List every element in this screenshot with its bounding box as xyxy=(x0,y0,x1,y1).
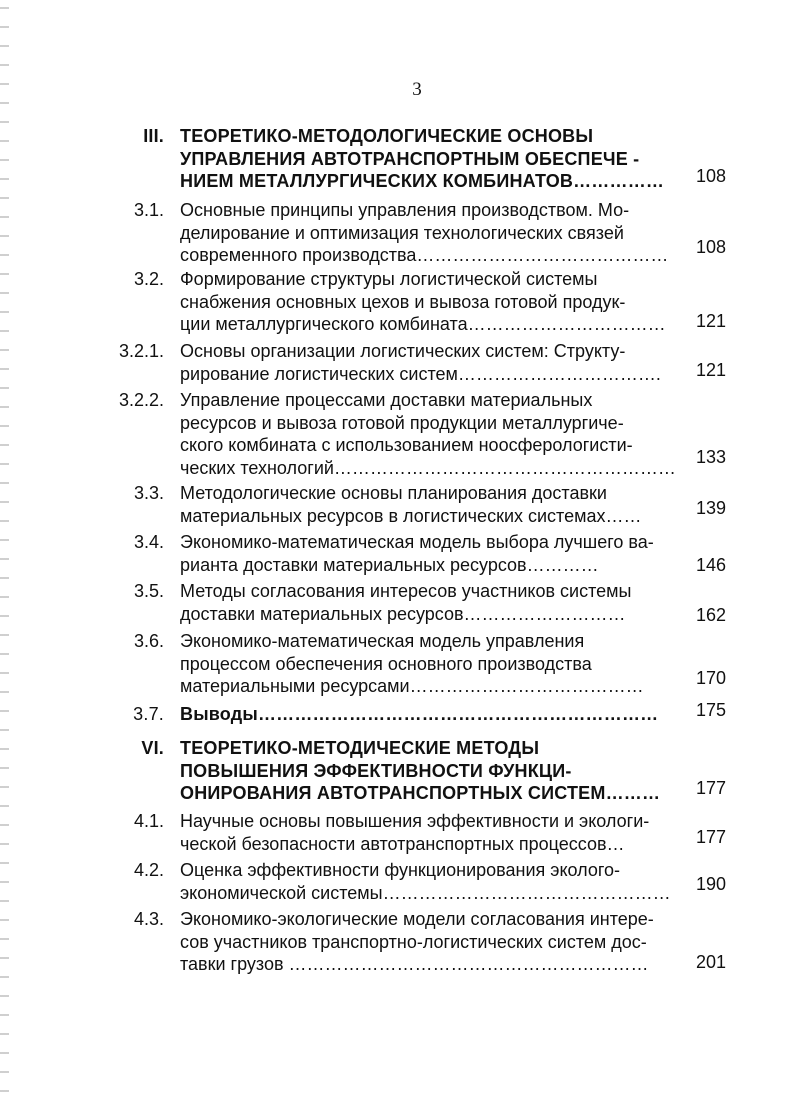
page-number: 3 xyxy=(412,79,422,100)
toc-entry-page: 170 xyxy=(695,668,726,688)
toc-entry-line: Экономико-экологические модели согласования интере- xyxy=(180,909,654,929)
toc-entry-page: 139 xyxy=(695,498,726,518)
toc-entry-title xyxy=(180,737,672,805)
toc-entry-page: 201 xyxy=(695,952,726,972)
toc-entry-line: экономической системы………………………………………… xyxy=(180,882,671,903)
toc-entry-title xyxy=(180,630,672,698)
toc-entry-page: 177 xyxy=(695,778,726,798)
toc-entry-number: 3.1. xyxy=(133,200,164,220)
toc-entry-title xyxy=(180,531,672,576)
toc-entry-number: 3.2.1. xyxy=(118,341,164,361)
toc-entry-line: ТЕОРЕТИКО-МЕТОДОЛОГИЧЕСКИЕ ОСНОВЫ xyxy=(180,126,594,146)
toc-entry-line: ОНИРОВАНИЯ АВТОТРАНСПОРТНЫХ СИСТЕМ……… xyxy=(180,783,661,803)
toc-entry-number: 3.3. xyxy=(133,483,164,503)
toc-entry-page: 133 xyxy=(695,447,726,467)
toc-entry-line: Основные принципы управления производством. Мо- xyxy=(180,200,630,220)
toc-entry-number: 4.2. xyxy=(133,860,164,880)
toc-entry-title xyxy=(180,810,672,855)
toc-entry-line: Научные основы повышения эффективности и экологи- xyxy=(180,811,650,831)
toc-entry-title xyxy=(180,908,672,976)
toc-entry-page: 146 xyxy=(695,555,726,575)
toc-entry-page: 175 xyxy=(695,700,726,720)
toc-entry-line: доставки материальных ресурсов……………………… xyxy=(180,603,626,624)
toc-entry-number: 3.5. xyxy=(133,581,164,601)
toc-entry-line: УПРАВЛЕНИЯ АВТОТРАНСПОРТНЫМ ОБЕСПЕЧЕ - xyxy=(180,148,640,169)
toc-entry-number: 4.1. xyxy=(133,811,164,831)
toc-entry-line: Управление процессами доставки материальных xyxy=(180,390,593,410)
toc-entry-line: Методологические основы планирования доставки xyxy=(180,483,607,503)
toc-entry-line: рианта доставки материальных ресурсов………… xyxy=(180,554,599,575)
toc-entry-page: 108 xyxy=(695,237,726,257)
toc-entry-line: сов участников транспортно-логистических систем дос- xyxy=(180,931,647,952)
toc-entry-number: 3.7. xyxy=(133,704,164,724)
toc-entry-line: Методы согласования интересов участников системы xyxy=(180,581,632,601)
toc-entry-title xyxy=(180,580,672,625)
toc-entry-title xyxy=(180,859,672,904)
toc-entry-line: ческих технологий………………………………………………… xyxy=(180,457,676,478)
toc-entry-line: ции металлургического комбината…………………………… xyxy=(180,314,666,334)
toc-entry-line: тавки грузов …………………………………………………… xyxy=(180,954,649,974)
toc-entry-number: 4.3. xyxy=(133,909,164,929)
toc-entry-line: ТЕОРЕТИКО-МЕТОДИЧЕСКИЕ МЕТОДЫ xyxy=(180,738,540,758)
toc-entry-title xyxy=(180,482,672,527)
scan-edge xyxy=(0,0,9,1094)
toc-entry-line: материальных ресурсов в логистических системах…… xyxy=(180,505,642,526)
toc-entry-number: VI. xyxy=(141,738,164,758)
toc-entry-title xyxy=(180,125,672,193)
toc-entry-number: III. xyxy=(143,126,164,146)
toc-entry-title xyxy=(180,268,672,336)
toc-entry-number: 3.2. xyxy=(133,269,164,289)
toc-entry-title xyxy=(180,703,672,726)
toc-entry-line: Основы организации логистических систем: Структу- xyxy=(180,341,626,361)
toc-entry-line: ческой безопасности автотранспортных процессов… xyxy=(180,833,625,854)
toc-entry-line: рирование логистических систем……………………………. xyxy=(180,363,661,384)
toc-entry-line: Экономико-математическая модель выбора лучшего ва- xyxy=(180,532,654,552)
toc-entry-number: 3.4. xyxy=(133,532,164,552)
toc-entry-line: процессом обеспечения основного производства xyxy=(180,653,592,674)
toc-entry-page: 108 xyxy=(695,166,726,186)
toc-entry-line: Выводы………………………………………………………… xyxy=(180,704,659,724)
toc-entry-title xyxy=(180,199,672,267)
toc-entry-number: 3.6. xyxy=(133,631,164,651)
toc-entry-line: ресурсов и вывоза готовой продукции металлургиче- xyxy=(180,412,624,433)
toc-entry-title xyxy=(180,389,676,479)
toc-entry-line: снабжения основных цехов и вывоза готовой продук- xyxy=(180,291,626,312)
toc-entry-page: 190 xyxy=(695,874,726,894)
toc-entry-line: ПОВЫШЕНИЯ ЭФФЕКТИВНОСТИ ФУНКЦИ- xyxy=(180,760,572,781)
toc-entry-number: 3.2.2. xyxy=(118,390,164,410)
toc-entry-page: 162 xyxy=(695,605,726,625)
toc-entry-page: 121 xyxy=(695,311,726,331)
toc-entry-page: 177 xyxy=(695,827,726,847)
toc-entry-line: Экономико-математическая модель управления xyxy=(180,631,585,651)
toc-entry-line: Формирование структуры логистической системы xyxy=(180,269,598,289)
toc-entry-line: НИЕМ МЕТАЛЛУРГИЧЕСКИХ КОМБИНАТОВ…………… xyxy=(180,171,665,191)
toc-entry-line: Оценка эффективности функционирования эколого- xyxy=(180,860,621,880)
toc-entry-line: материальными ресурсами………………………………… xyxy=(180,676,644,696)
toc-entry-page: 121 xyxy=(695,360,726,380)
toc-entry-line: современного производства…………………………………… xyxy=(180,245,669,265)
toc-entry-line: ского комбината с использованием ноосферологисти- xyxy=(180,435,633,455)
toc-entry-title xyxy=(180,340,672,385)
toc-entry-line: делирование и оптимизация технологических связей xyxy=(180,222,624,243)
